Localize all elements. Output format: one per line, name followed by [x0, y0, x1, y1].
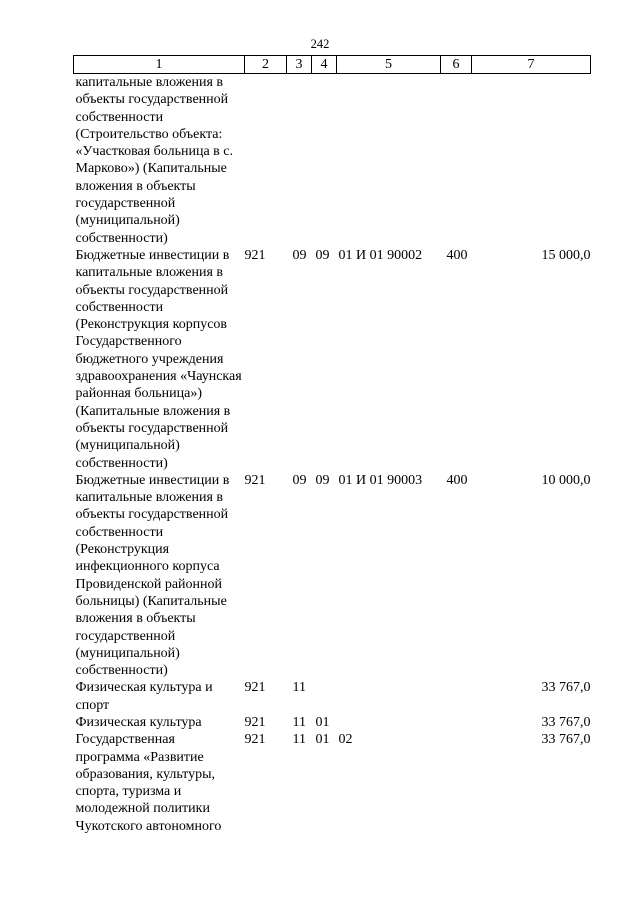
- table-row: [74, 679, 591, 714]
- row-expense-type: 400: [446, 247, 468, 263]
- row-amount: 33 767,0: [541, 680, 591, 696]
- row-amount: 15 000,0: [541, 247, 591, 263]
- table-header: [74, 56, 591, 74]
- row-name: Бюджетные инвестиции в капитальные вложения в объекты государственной собственности (Реконструкция инфекционного корпуса Провиденской районной больницы) (Капитальные вложения в объекты государственной (муниципальной) собственности): [75, 472, 230, 679]
- header-col-6: 6: [441, 56, 472, 74]
- row-expense-type: [441, 74, 472, 247]
- row-ministry-code: 921: [244, 680, 266, 696]
- row-section-code: 09: [292, 247, 307, 263]
- row-expense-type: [441, 679, 472, 714]
- row-section-code: 09: [292, 472, 307, 488]
- table-row: [74, 731, 591, 835]
- budget-table: [73, 55, 591, 835]
- row-ministry-code: 921: [244, 714, 266, 730]
- row-target-code: [337, 714, 441, 731]
- row-target-code: 01 И 01 90002: [338, 247, 423, 263]
- row-subsection-code: [312, 679, 337, 714]
- row-subsection-code: 09: [315, 247, 330, 263]
- row-ministry-code: 921: [244, 247, 266, 263]
- row-section-code: 11: [292, 714, 306, 730]
- row-target-code: 02: [338, 732, 353, 748]
- header-col-2: 2: [245, 56, 287, 74]
- page-number: 242: [310, 37, 330, 51]
- row-ministry-code: 921: [244, 472, 266, 488]
- header-col-7: 7: [472, 56, 591, 74]
- row-name: Государственная программа «Развитие образования, культуры, спорта, туризма и молодежной политики Чукотского автономного: [75, 732, 222, 834]
- header-col-5: 5: [337, 56, 441, 74]
- row-name: Физическая культура: [75, 714, 202, 730]
- table-row: [74, 247, 591, 472]
- row-amount: [472, 74, 591, 247]
- table-row: [74, 74, 591, 247]
- row-amount: 33 767,0: [541, 714, 591, 730]
- row-name: Физическая культура и спорт: [75, 680, 213, 713]
- table-row: [74, 472, 591, 680]
- row-subsection-code: [312, 74, 337, 247]
- row-name: Бюджетные инвестиции в капитальные вложения в объекты государственной собственности (Реконструкция корпусов Государственного бюджетного учреждения здравоохранения «Чаунская районная больница») (Капитальные вложения в объекты государственной (муниципальной) собственности): [75, 247, 242, 471]
- row-expense-type: 400: [446, 472, 468, 488]
- row-target-code: 01 И 01 90003: [338, 472, 423, 488]
- row-section-code: 11: [292, 680, 306, 696]
- row-expense-type: [441, 731, 472, 835]
- row-subsection-code: 09: [315, 472, 330, 488]
- row-ministry-code: [245, 74, 287, 247]
- header-col-3: 3: [287, 56, 312, 74]
- row-subsection-code: 01: [315, 732, 330, 748]
- row-section-code: 11: [292, 732, 306, 748]
- row-name: капитальные вложения в объекты государственной собственности (Строительство объекта: «Участковая больница в с. Марково») (Капитальные вложения в объекты государственной (муниципальной) собственности): [75, 75, 233, 246]
- row-target-code: [337, 679, 441, 714]
- header-row: [74, 56, 591, 74]
- row-target-code: [337, 74, 441, 247]
- row-subsection-code: 01: [315, 714, 330, 730]
- row-amount: 33 767,0: [541, 732, 591, 748]
- row-section-code: [287, 74, 312, 247]
- header-col-4: 4: [312, 56, 337, 74]
- row-amount: 10 000,0: [541, 472, 591, 488]
- header-col-1: 1: [74, 56, 245, 74]
- row-ministry-code: 921: [244, 732, 266, 748]
- row-expense-type: [441, 714, 472, 731]
- table-row: [74, 714, 591, 731]
- table-body: [74, 74, 591, 836]
